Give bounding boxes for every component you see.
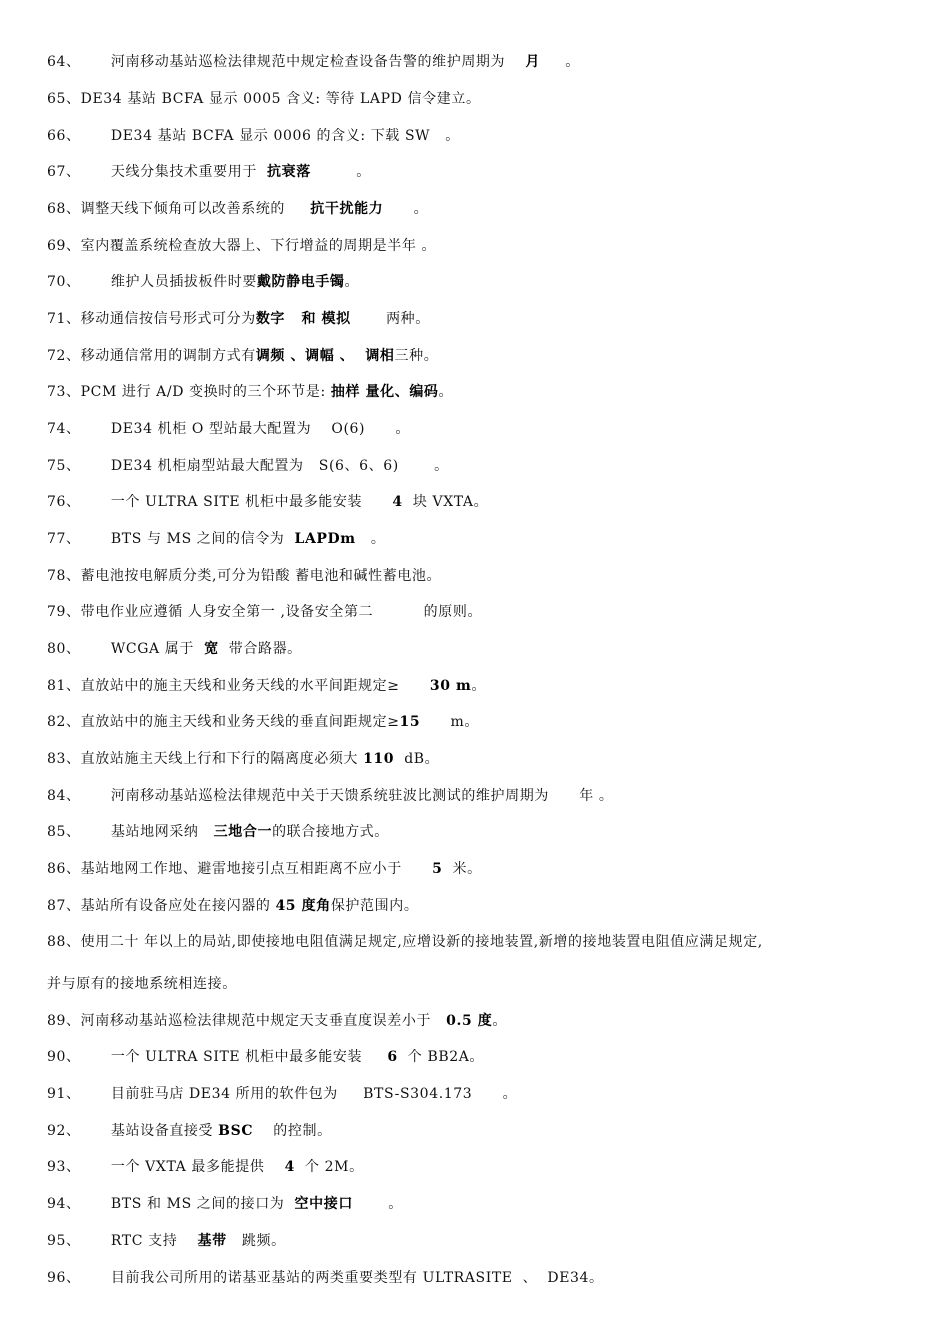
answer-text: 45 度角 — [275, 898, 331, 914]
question-text: 两种。 — [350, 311, 430, 327]
answer-text: 抗干扰能力 — [310, 201, 384, 217]
question-text: 77、 BTS 与 MS 之间的信令为 — [47, 531, 295, 547]
question-text: 米。 — [442, 861, 482, 877]
answer-text: 宽 — [204, 641, 219, 657]
question-text: 。 — [438, 384, 454, 400]
question-text: 。 — [492, 1013, 508, 1029]
question-text: 79、带电作业应遵循 人身安全第一 ,设备安全第二 的原则。 — [47, 604, 483, 620]
question-text: 95、 RTC 支持 — [47, 1233, 198, 1249]
question-line — [47, 1231, 930, 1251]
question-text: 。 — [471, 678, 487, 694]
answer-text: 15 — [399, 714, 421, 730]
question-text: 68、调整天线下倾角可以改善系统的 — [47, 201, 311, 217]
question-text: 并与原有的接地系统相连接。 — [47, 976, 237, 992]
question-text: 94、 BTS 和 MS 之间的接口为 — [47, 1196, 295, 1212]
question-line — [47, 382, 930, 402]
question-line — [47, 1121, 930, 1141]
question-line — [47, 932, 930, 952]
question-text: 73、PCM 进行 A/D 变换时的三个环节是: — [47, 384, 331, 400]
question-text: 块 VXTA。 — [402, 494, 489, 510]
question-line — [47, 749, 930, 769]
question-text: 的联合接地方式。 — [272, 824, 389, 840]
question-line — [47, 52, 930, 72]
question-text: 67、 天线分集技术重要用于 — [47, 164, 268, 180]
question-line — [47, 1011, 930, 1031]
answer-text: 4 — [284, 1159, 295, 1175]
answer-text: 调频 、调幅 、 调相 — [255, 348, 395, 364]
question-line — [47, 529, 930, 549]
question-text: 87、基站所有设备应处在接闪器的 — [47, 898, 276, 914]
question-line — [47, 974, 930, 994]
question-text: 70、 维护人员插拔板件时要 — [47, 274, 257, 290]
question-text: 82、直放站中的施主天线和业务天线的垂直间距规定≥ — [47, 714, 400, 730]
question-text: 93、 一个 VXTA 最多能提供 — [47, 1159, 285, 1175]
question-text: 85、 基站地网采纳 — [47, 824, 214, 840]
answer-text: 抽样 量化、编码 — [330, 384, 439, 400]
question-line — [47, 346, 930, 366]
question-line — [47, 1157, 930, 1177]
question-line — [47, 602, 930, 622]
question-line — [47, 419, 930, 439]
question-text: 75、 DE34 机柜扇型站最大配置为 S(6、6、6) 。 — [47, 458, 449, 474]
answer-text: 0.5 度 — [446, 1013, 493, 1029]
question-text: 74、 DE34 机柜 O 型站最大配置为 O(6) 。 — [47, 421, 411, 437]
question-text: 84、 河南移动基站巡检法律规范中关于天馈系统驻波比测试的维护周期为 年 。 — [47, 788, 614, 804]
question-text: 。 — [310, 164, 371, 180]
question-text: 66、 DE34 基站 BCFA 显示 0006 的含义: 下载 SW 。 — [47, 128, 460, 144]
question-line — [47, 199, 930, 219]
answer-text: 5 — [432, 861, 443, 877]
question-line — [47, 456, 930, 476]
question-text: 88、使用二十 年以上的局站,即使接地电阻值满足规定,应增设新的接地装置,新增的接地装置电阻值应满足规定, — [47, 934, 763, 950]
answer-text: LAPDm — [294, 531, 356, 547]
question-text: 80、 WCGA 属于 — [47, 641, 205, 657]
answer-text: BSC — [218, 1123, 254, 1139]
question-text: 86、基站地网工作地、避雷地接引点互相距离不应小于 — [47, 861, 433, 877]
question-text: 跳频。 — [226, 1233, 286, 1249]
question-text: dB。 — [394, 751, 440, 767]
question-line — [47, 822, 930, 842]
question-text: 。 — [539, 54, 580, 70]
question-text: 保护范围内。 — [330, 898, 419, 914]
question-line — [47, 566, 930, 586]
question-text: 72、移动通信常用的调制方式有 — [47, 348, 256, 364]
question-text: 91、 目前驻马店 DE34 所用的软件包为 BTS-S304.173 。 — [47, 1086, 518, 1102]
question-line — [47, 639, 930, 659]
answer-text: 抗衰落 — [267, 164, 311, 180]
question-line — [47, 1084, 930, 1104]
question-line — [47, 712, 930, 732]
question-line — [47, 89, 930, 109]
answer-text: 戴防静电手镯 — [256, 274, 345, 290]
question-text: 78、蓄电池按电解质分类,可分为铅酸 蓄电池和碱性蓄电池。 — [47, 568, 442, 584]
question-text: 。 — [355, 531, 386, 547]
question-line — [47, 126, 930, 146]
question-text: 71、移动通信按信号形式可分为 — [47, 311, 256, 327]
question-text: 92、 基站设备直接受 — [47, 1123, 219, 1139]
question-line — [47, 859, 930, 879]
question-text: 83、直放站施主天线上行和下行的隔离度必须大 — [47, 751, 364, 767]
question-text: 的控制。 — [253, 1123, 332, 1139]
answer-text: 三地合一 — [213, 824, 273, 840]
answer-text: 6 — [387, 1049, 398, 1065]
question-line — [47, 162, 930, 182]
question-line — [47, 896, 930, 916]
question-text: 。 — [352, 1196, 403, 1212]
question-text: 69、室内覆盖系统检查放大器上、下行增益的周期是半年 。 — [47, 238, 437, 254]
answer-text: 30 m — [429, 678, 472, 694]
question-text: 带合路器。 — [218, 641, 302, 657]
question-line — [47, 492, 930, 512]
question-line — [47, 786, 930, 806]
answer-text: 空中接口 — [294, 1196, 353, 1212]
question-text: 65、DE34 基站 BCFA 显示 0005 含义: 等待 LAPD 信令建立。 — [47, 91, 481, 107]
question-text: 81、直放站中的施主天线和业务天线的水平间距规定≥ — [47, 678, 430, 694]
question-text: 。 — [383, 201, 429, 217]
question-text: 三种。 — [394, 348, 439, 364]
question-text: 76、 一个 ULTRA SITE 机柜中最多能安装 — [47, 494, 393, 510]
question-text: 90、 一个 ULTRA SITE 机柜中最多能安装 — [47, 1049, 388, 1065]
question-line — [47, 309, 930, 329]
question-text: 89、河南移动基站巡检法律规范中规定天支垂直度误差小于 — [47, 1013, 447, 1029]
answer-text: 月 — [525, 54, 540, 70]
question-text: 个 BB2A。 — [397, 1049, 485, 1065]
answer-text: 4 — [392, 494, 403, 510]
question-text: m。 — [420, 714, 480, 730]
answer-text: 数字 和 模拟 — [255, 311, 351, 327]
answer-text: 基带 — [197, 1233, 227, 1249]
question-line — [47, 1194, 930, 1214]
question-line — [47, 236, 930, 256]
answer-text: 110 — [363, 751, 395, 767]
question-text: 个 2M。 — [294, 1159, 364, 1175]
question-line — [47, 676, 930, 696]
question-line — [47, 272, 930, 292]
question-line — [47, 1268, 930, 1288]
question-text: 96、 目前我公司所用的诺基亚基站的两类重要类型有 ULTRASITE 、 DE34。 — [47, 1270, 604, 1286]
question-text: 。 — [344, 274, 360, 290]
question-line — [47, 1047, 930, 1067]
question-text: 64、 河南移动基站巡检法律规范中规定检查设备告警的维护周期为 — [47, 54, 526, 70]
